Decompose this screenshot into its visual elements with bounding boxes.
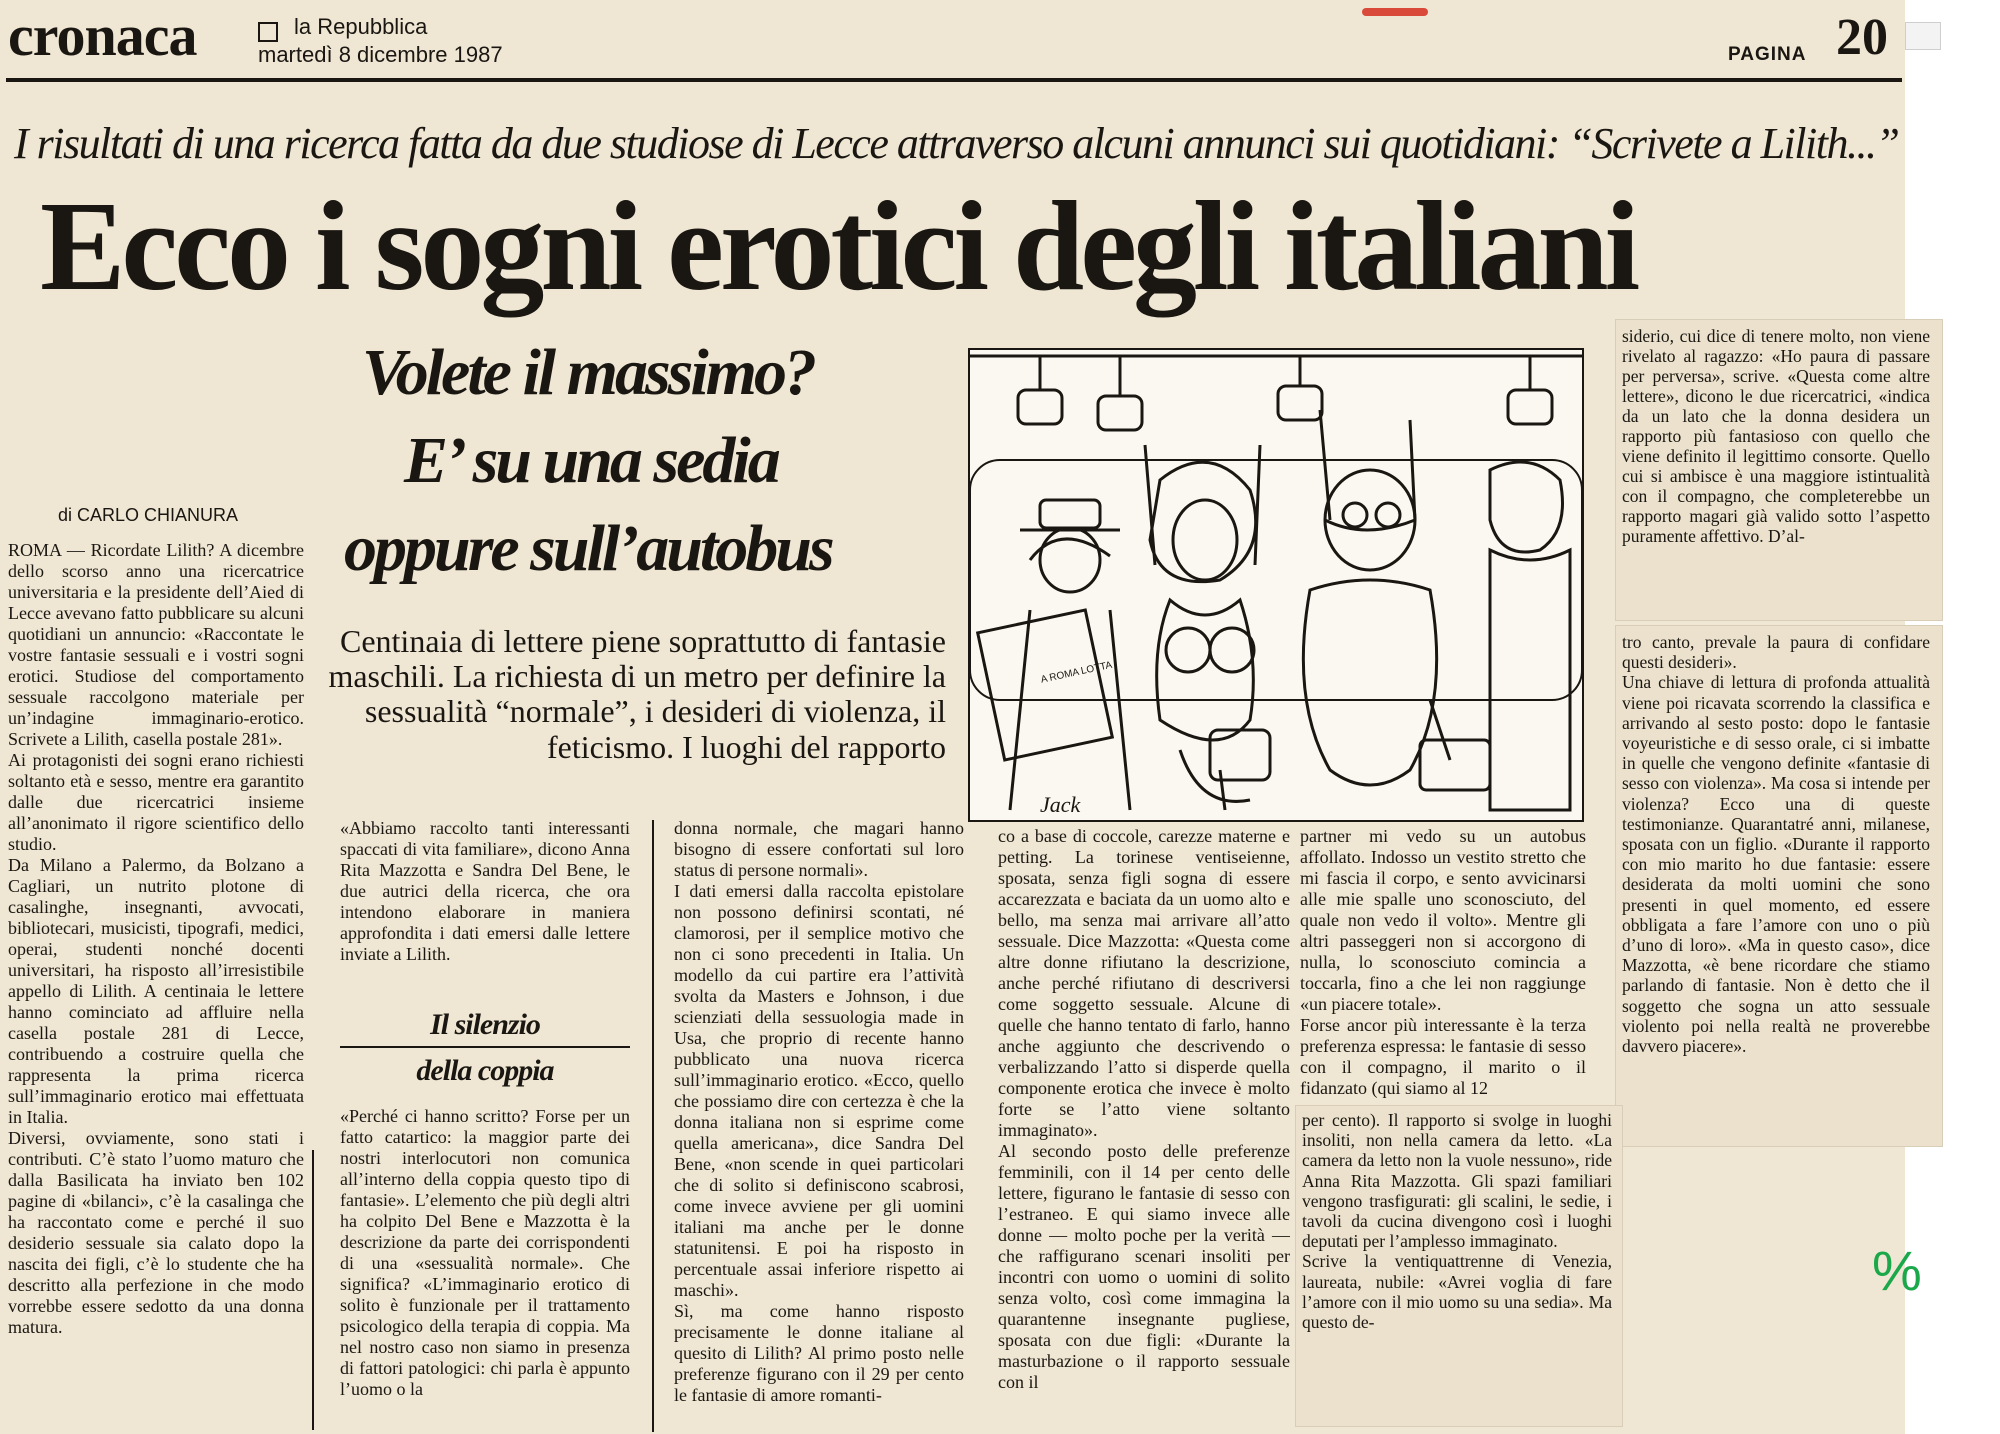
newspaper-name: la Repubblica [294, 14, 428, 39]
article-column-6b: tro canto, prevale la paura di confidare questi desideri». Una chiave di lettura di profonda attualità viene poi ricavata scorrendo la classifica e arrivando al sesto posto: dopo le fantasie voyeuristiche e di sesso orale, ci si imbatte in quelle che vengono definite «fantasie di sesso con violenza». Ma cosa si intende per violenza? Ecco una di queste testimonianze. Quarantatré anni, milanese, sposata con un figlio. «Durante il rapporto con mio marito ho due fantasie: essere desiderata da molti uomini che sono presenti in quel momento, ed essere obbligata a fare l’amore con uno o più d’uno di loro». «Ma in questo caso», dice Mazzotta, «è bene ricordare che stiamo parlando di fantasie. Non è detto che il soggetto che sogna un atto sessuale violento poi nella realtà ne proverebbe davvero piacere». [1622, 632, 1930, 1057]
article-column-5a: partner mi vedo su un autobus affollato. Indosso un vestito stretto che mi fascia il corpo, e sento avvicinarsi alle mie spalle uno sconosciuto, del quale non vedo il volto». Mentre gli altri passeggeri non si accorgono di nulla, lo sconosciuto comincia a toccarla, fino a che lei non raggiunge «un piacere totale». Forse ancor più interessante è la terza preferenza espressa: le fantasie di sesso con il compagno, il marito o il fidanzato (qui siamo al 12 [1300, 826, 1586, 1098]
subtitle-line-3: oppure sull’autobus [344, 512, 832, 585]
subhead-line-2: della coppia [416, 1054, 554, 1087]
article-column-4: co a base di coccole, carezze materne e petting. La torinese ventiseienne, sposata, senza figli sogna di essere accarezzata e baciata da un uomo alto e bello, ma senza mai arrivare all’atto sessuale. Dice Mazzotta: «Questa come altre donne rifiutano la descrizione, anche perché rifiutano di descriversi come soggetto sessuale. Alcune di quelle che hanno tentato di farlo, hanno anche aggiunto che descrivendo o verbalizzando l’atto si disperde quella componente erotica che invece è molto forte se l’atto viene soltanto immaginato». Al secondo posto delle preferenze femminili, con il 14 per cento delle lettere, figurano le fantasie di sesso con l’estraneo. E qui siamo invece alle donne — molto poche per la verità — che raffigurano scenari insoliti per incontri con uomo o uomini di solito senza volto, così come immagina la quarantenne insegnante pugliese, sposata con due figli: «Durante la masturbazione o il rapporto sessuale con il [998, 826, 1290, 1392]
column-divider [312, 1150, 314, 1430]
cartoon-illustration [968, 348, 1584, 822]
square-icon [258, 22, 278, 42]
subtitle-line-2: E’ su una sedia [404, 424, 778, 497]
pasted-column-6b [1616, 626, 1942, 1146]
issue-date: martedì 8 dicembre 1987 [258, 42, 503, 67]
article-headline: Ecco i sogni erotici degli italiani [40, 175, 1637, 317]
pen-margin-mark: % [1872, 1239, 1922, 1302]
subhead-line-1: Il silenzio [430, 1008, 540, 1041]
article-column-2b: «Perché ci hanno scritto? Forse per un fatto catartico: la maggior parte dei nostri interlocutori non comunica all’interno della coppia questo tipo di fantasie». L’elemento che più degli altri ha colpito Del Bene e Mazzotta è la descrizione da parte dei corrispondenti di una «sessualità normale». Che significa? «L’immaginario erotico di solito è funzionale per il trattamento psicologico della terapia di coppia. Ma nel nostro caso non siamo in presenza di fattori patologici: chi parla è appunto l’uomo o la [340, 1106, 630, 1399]
pasted-column-6a [1616, 320, 1942, 620]
subhead-rule [340, 1046, 630, 1048]
article-column-5b: per cento). Il rapporto si svolge in luoghi insoliti, non nella camera da letto. «La camera da letto non la vuole nessuno», ride Anna Rita Mazzotta. Gli spazi familiari vengono trasfigurati: gli scalini, le sedie, i tavoli da cucina divengono così i luoghi deputati per l’amplesso immaginato. Scrive la ventiquattrenne di Venezia, laureata, nubile: «Avrei voglia di fare l’amore con il mio uomo su una sedia». Ma questo de- [1302, 1110, 1612, 1333]
column-divider [652, 820, 654, 1432]
article-column-1: ROMA — Ricordate Lilith? A dicembre dello scorso anno una ricercatrice universitaria e la presidente dell’Aied di Lecce avevano fatto pubblicare su alcuni quotidiani un annuncio: «Raccontate le vostre fantasie sessuali e i vostri sogni erotici. Studiose del comportamento sessuale raccolgono materiale per un’indagine immaginario-erotico. Scrivete a Lilith, casella postale 281». Ai protagonisti dei sogni erano richiesti soltanto età e sesso, mentre era garantito dalle due ricercatrici insieme all’anonimato il rigore scientifico dello studio. Da Milano a Palermo, da Bolzano a Cagliari, un nutrito plotone di casalinghe, insegnanti, avvocati, bibliotecari, musicisti, tipografi, medici, operai, studenti nonché docenti universitari, ha risposto all’irresistibile appello di Lilith. A centinaia le lettere hanno cominciato ad affluire nella casella postale 281 di Lecce, contribuendo a costruire quella che rappresenta la prima ricerca sull’immaginario erotico mai effettuata in Italia. Diversi, ovviamente, sono stati i contributi. C’è stato l’uomo maturo che dalla Basilicata ha inviato ben 102 pagine di «bilanci», c’è la casalinga che ha raccontato come e perché il suo desiderio sessuale sia calato dopo la nascita dei figli, c’è lo studente che ha descritto alla perfezione in che modo vorrebbe essere sedotto da una donna matura. [8, 540, 304, 1337]
article-kicker: I risultati di una ricerca fatta da due studiose di Lecce attraverso alcuni annunci sui quotidiani: “Scrivete a Lilith...” [14, 119, 1899, 168]
byline: di CARLO CHIANURA [58, 505, 239, 525]
section-title: cronaca [8, 3, 197, 68]
page-number: 20 [1836, 9, 1888, 66]
article-deck: Centinaia di lettere piene soprattutto di fantasie maschili. La richiesta di un metro per definire la sessualità “normale”, i desideri di violenza, il feticismo. I luoghi del rapporto [328, 623, 946, 765]
subtitle-line-1: Volete il massimo? [362, 336, 815, 409]
pasted-column-5b [1296, 1106, 1622, 1426]
cartoon-signature: Jack [1040, 792, 1081, 817]
header-rule [6, 78, 1902, 82]
red-tape-mark [1362, 8, 1428, 16]
article-column-2a: «Abbiamo raccolto tanti interessanti spaccati di vita familiare», dicono Anna Rita Mazzotta e Sandra Del Bene, le due autrici della ricerca, che ora intendono elaborare in maniera approfondita i dati emersi dalle lettere inviate a Lilith. [340, 818, 630, 964]
article-column-6a: siderio, cui dice di tenere molto, non viene rivelato al ragazzo: «Ho paura di passare per perversa», scrive. «Questa come altre lettere», dicono le due ricercatrici, «indica da un lato che la donna desidera un rapporto più fantasioso con quello che viene definito il legittimo consorte. Quello cui si ambisce è una maggiore istintualità con il compagno, che completerebbe un rapporto magari già valido sotto l’aspetto puramente affettivo. D’al- [1622, 326, 1930, 546]
page-label: PAGINA [1728, 44, 1807, 65]
cartoon-newspaper-text: A ROMA LOTTA [1039, 659, 1114, 686]
tape-strip [1905, 22, 1941, 50]
bus-cartoon-icon [970, 350, 1582, 820]
article-column-3: donna normale, che magari hanno bisogno di essere confortati sul loro status di persone normali». I dati emersi dalla raccolta epistolare non possono definirsi scontati, né clamorosi, per il semplice motivo che non ci sono precedenti in Italia. Un modello da cui partire era l’attività svolta da Masters e Johnson, i due scienziati della sessuologia made in Usa, che proprio di recente hanno pubblicato una nuova ricerca sull’immaginario erotico. «Ecco, quello che possiamo dire con certezza è che la donna italiana non si esprime come quella americana», dice Sandra Del Bene, «non scende in quei particolari che di solito si definiscono scabrosi, come invece avviene per gli uomini italiani ma anche per le donne statunitensi. E poi ha risposto in percentuale assai inferiore rispetto ai maschi». Sì, ma come hanno risposto precisamente le donne italiane al quesito di Lilith? Al primo posto nelle preferenze figurano con il 29 per cento le fantasie di amore romanti- [674, 818, 964, 1405]
